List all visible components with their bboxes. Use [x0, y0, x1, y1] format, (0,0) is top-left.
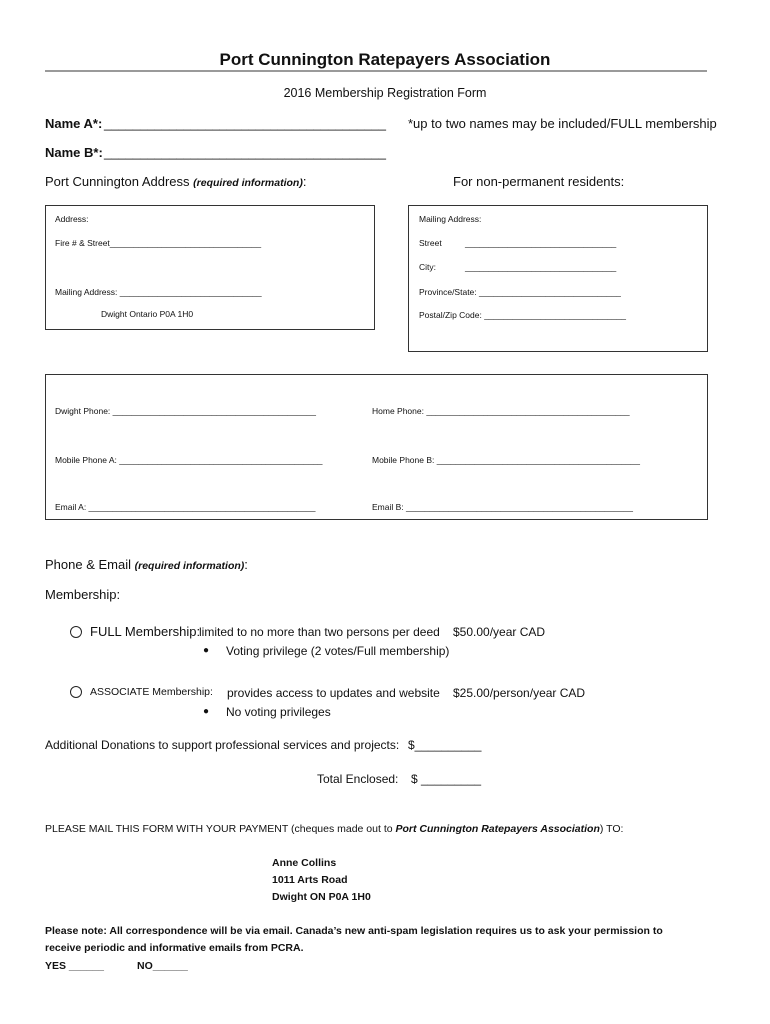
recipient-city: Dwight ON P0A 1H0 — [272, 891, 371, 903]
email-a-field[interactable]: Email A: ________________________________________________ — [55, 502, 316, 512]
address-required-note: (required information) — [193, 177, 303, 189]
permanent-mailing-field[interactable]: Mailing Address: ______________________________ — [55, 287, 262, 297]
mail-instructions — [45, 823, 623, 835]
mail-org: Port Cunnington Ratepayers Association — [395, 823, 600, 835]
yes-field[interactable]: YES ______ — [45, 960, 104, 972]
notice-line-2: receive periodic and informative emails from PCRA. — [45, 942, 304, 954]
city-field[interactable]: ________________________________ — [465, 262, 617, 272]
home-phone-field[interactable]: Home Phone: ___________________________________________ — [372, 406, 630, 416]
donations-label: Additional Donations to support professional services and projects: — [45, 738, 400, 752]
associate-membership-price: $25.00/person/year CAD — [453, 686, 586, 700]
names-note: *up to two names may be included/FULL membership — [408, 116, 717, 131]
form-subtitle: 2016 Membership Registration Form — [283, 86, 487, 100]
non-permanent-address-box — [408, 205, 708, 352]
name-b-field[interactable]: _______________________________________ — [104, 145, 386, 160]
address-section-label — [45, 174, 306, 189]
postal-field[interactable]: Postal/Zip Code: ______________________________ — [419, 310, 627, 320]
associate-membership-voting: No voting privileges — [226, 705, 331, 719]
dwight-phone-field[interactable]: Dwight Phone: ___________________________________________ — [55, 406, 316, 416]
name-a-label: Name A*: — [45, 116, 103, 131]
phone-email-colon: : — [244, 557, 248, 572]
phone-email-label — [45, 557, 248, 572]
full-membership-voting: Voting privilege (2 votes/Full membership) — [226, 644, 450, 658]
mail-prefix: PLEASE MAIL THIS FORM WITH YOUR PAYMENT (cheques made out to — [45, 823, 396, 835]
permanent-address-box — [45, 205, 375, 330]
fire-street-field[interactable]: Fire # & Street________________________________ — [55, 238, 262, 248]
total-enclosed-field[interactable]: $ _________ — [411, 772, 482, 786]
address-label-text: Port Cunnington Address — [45, 174, 190, 189]
mobile-phone-b-field[interactable]: Mobile Phone B: ___________________________________________ — [372, 455, 641, 465]
associate-membership-radio[interactable] — [70, 685, 82, 703]
membership-label: Membership: — [45, 587, 121, 602]
recipient-street: 1011 Arts Road — [272, 874, 348, 886]
full-membership-label: FULL Membership: — [90, 624, 201, 639]
full-membership-desc: limited to no more than two persons per deed — [199, 625, 440, 639]
name-a-field[interactable]: _______________________________________ — [104, 116, 386, 131]
address-label: Address: — [55, 214, 89, 224]
donations-field[interactable]: $__________ — [408, 738, 482, 752]
no-field[interactable]: NO______ — [137, 960, 188, 972]
email-b-field[interactable]: Email B: ________________________________________________ — [372, 502, 633, 512]
full-membership-radio[interactable] — [70, 625, 82, 643]
mobile-phone-a-field[interactable]: Mobile Phone A: ___________________________________________ — [55, 455, 323, 465]
city-label: City: — [419, 262, 436, 272]
total-enclosed-label: Total Enclosed: — [317, 772, 399, 786]
contact-box — [45, 374, 708, 520]
full-membership-price: $50.00/year CAD — [453, 625, 546, 639]
address-colon: : — [302, 174, 307, 189]
bullet-icon: ● — [203, 706, 210, 717]
non-permanent-label: For non-permanent residents: — [453, 174, 625, 189]
street-label: Street — [419, 238, 442, 248]
notice-line-1: Please note: All correspondence will be via email. Canada’s new anti-spam legislation requires us to ask your permission to — [45, 925, 663, 937]
associate-membership-desc: provides access to updates and website — [227, 686, 440, 700]
dwight-address: Dwight Ontario P0A 1H0 — [101, 309, 194, 319]
recipient-name: Anne Collins — [272, 857, 337, 869]
form-title: Port Cunnington Ratepayers Association — [219, 50, 551, 69]
mail-suffix: ) TO: — [599, 823, 624, 835]
province-field[interactable]: Province/State: ______________________________ — [419, 287, 621, 297]
phone-email-required-note: (required information) — [134, 560, 245, 572]
title-divider — [45, 70, 707, 72]
associate-membership-label: ASSOCIATE Membership: — [90, 686, 213, 698]
phone-email-text: Phone & Email — [45, 557, 131, 572]
nonperm-mailing-label: Mailing Address: — [419, 214, 482, 224]
street-field[interactable]: ________________________________ — [465, 238, 617, 248]
bullet-icon: ● — [203, 645, 210, 656]
name-b-label: Name B*: — [45, 145, 103, 160]
